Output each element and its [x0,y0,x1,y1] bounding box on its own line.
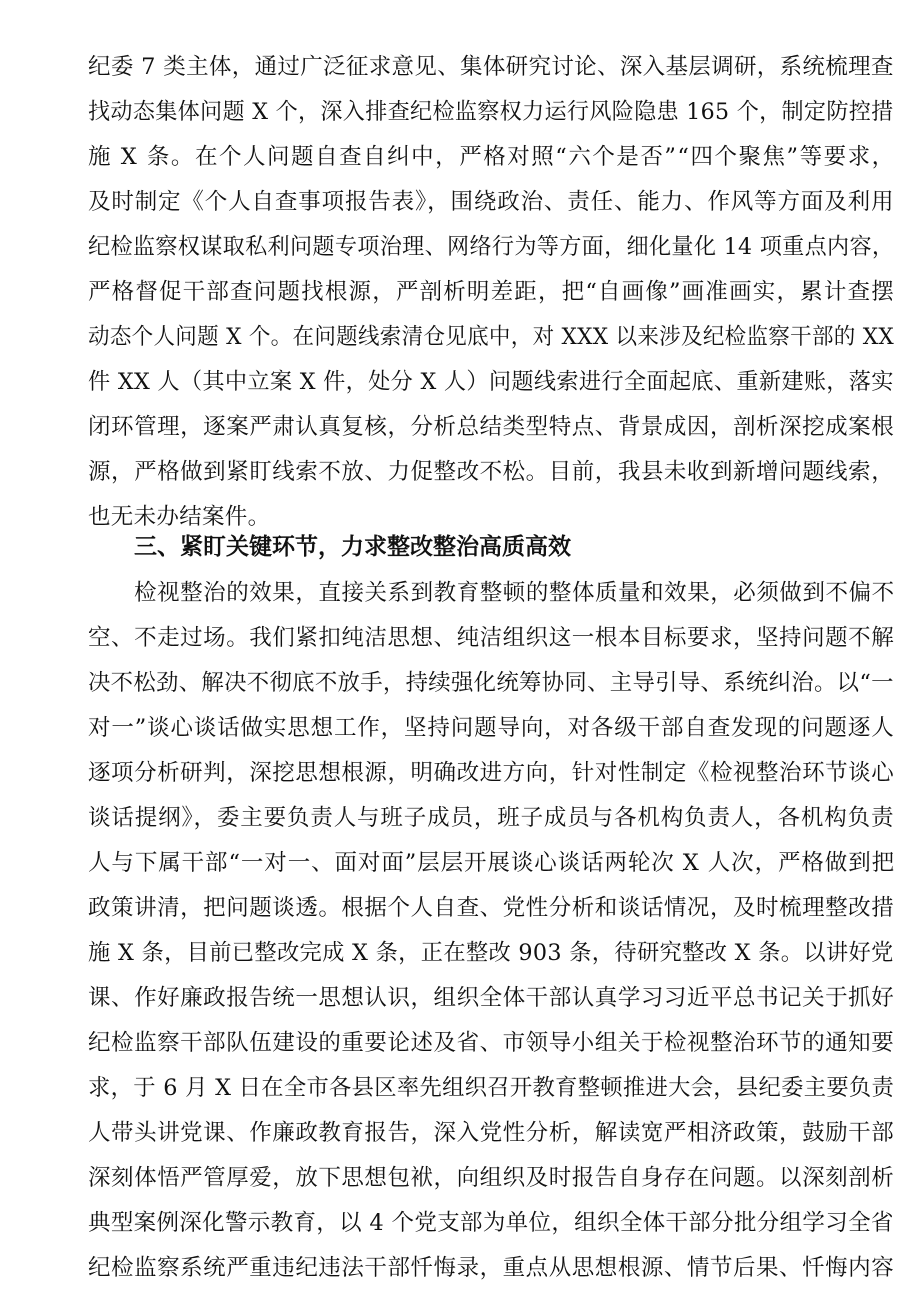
text-line: 施 X 条，目前已整改完成 X 条，正在整改 903 条，待研究整改 X 条。以讲好党 [88,940,894,966]
text-line: 谈话提纲》，委主要负责人与班子成员，班子成员与各机构负责人，各机构负责 [88,805,895,831]
text-line: 纪检监察系统严重违纪违法干部忏悔录，重点从思想根源、情节后果、忏悔内容 [88,1255,895,1281]
text-line: 人带头讲党课、作廉政教育报告，深入党性分析，解读宽严相济政策，鼓励干部 [88,1120,895,1146]
text-line: 源，严格做到紧盯线索不放、力促整改不松。目前，我县未收到新增问题线索， [88,459,895,485]
text-line: 逐项分析研判，深挖思想根源，明确改进方向，针对性制定《检视整治环节谈心 [88,760,895,786]
text-line: 施 X 条。在个人问题自查自纠中，严格对照“六个是否”“四个聚焦”等要求， [88,144,896,170]
text-line: 严格督促干部查问题找根源，严剖析明差距，把“自画像”画准画实，累计查摆 [88,279,895,305]
text-line: 件 XX 人（其中立案 X 件，处分 X 人）问题线索进行全面起底、重新建账，落实 [88,369,894,395]
text-line: 深刻体悟严管厚爱，放下思想包袱，向组织及时报告自身存在问题。以深刻剖析 [88,1165,895,1191]
text-line: 政策讲清，把问题谈透。根据个人自查、党性分析和谈话情况，及时梳理整改措 [88,895,895,921]
text-line: 闭环管理，逐案严肃认真复核，分析总结类型特点、背景成因，剖析深挖成案根 [88,414,895,440]
text-line: 动态个人问题 X 个。在问题线索清仓见底中，对 XXX 以来涉及纪检监察干部的 XX [88,324,894,350]
text-line: 及时制定《个人自查事项报告表》，围绕政治、责任、能力、作风等方面及利用 [88,189,895,215]
text-line: 求，于 6 月 X 日在全市各县区率先组织召开教育整顿推进大会，县纪委主要负责 [88,1075,895,1101]
text-line: 人与下属干部“一对一、面对面”层层开展谈心谈话两轮次 X 人次，严格做到把 [88,850,896,876]
text-line: 对一”谈心谈话做实思想工作，坚持问题导向，对各级干部自查发现的问题逐人 [88,715,895,741]
text-line: 典型案例深化警示教育，以 4 个党支部为单位，组织全体干部分批分组学习全省 [88,1210,894,1236]
text-line: 决不松劲、解决不彻底不放手，持续强化统筹协同、主导引导、系统纠治。以“一 [88,670,894,696]
text-line: 也无未办结案件。 [88,504,271,530]
text-line: 课、作好廉政报告统一思想认识，组织全体干部认真学习习近平总书记关于抓好 [88,985,895,1011]
text-line: 检视整治的效果，直接关系到教育整顿的整体质量和效果，必须做到不偏不 [134,580,895,606]
text-line: 纪检监察干部队伍建设的重要论述及省、市领导小组关于检视整治环节的通知要 [88,1030,895,1056]
text-line: 纪检监察权谋取私利问题专项治理、网络行为等方面，细化量化 14 项重点内容， [88,234,895,260]
section-heading: 三、紧盯关键环节，力求整改整治高质高效 [134,534,571,560]
text-line: 空、不走过场。我们紧扣纯洁思想、纯洁组织这一根本目标要求，坚持问题不解 [88,625,895,651]
text-line: 纪委 7 类主体，通过广泛征求意见、集体研究讨论、深入基层调研，系统梳理查 [88,54,894,80]
text-line: 找动态集体问题 X 个，深入排查纪检监察权力运行风险隐患 165 个，制定防控措 [88,99,894,125]
